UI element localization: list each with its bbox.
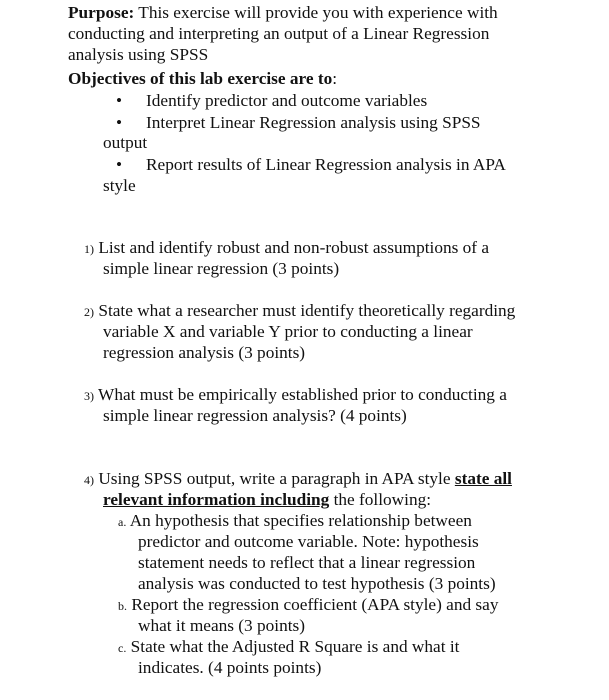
subitem-c-letter: c. — [118, 641, 127, 655]
subitem-a-line-3: statement needs to reflect that a linear regression — [138, 553, 476, 572]
purpose-text-1: This exercise will provide you with experience with — [134, 3, 498, 22]
subitem-b — [118, 594, 498, 617]
question-2-line-1: State what a researcher must identify theoretically regarding — [98, 301, 516, 320]
subitem-b-line-1: Report the regression coefficient (APA style) and say — [131, 595, 499, 614]
question-3-number: 3) — [84, 389, 94, 403]
question-1-number: 1) — [84, 242, 94, 256]
bullet-icon: • — [116, 113, 123, 132]
question-2-line-2: variable X and variable Y prior to conducting a linear — [103, 322, 473, 341]
subitem-a-line-4: analysis was conducted to test hypothesis (3 points) — [138, 574, 496, 593]
bullet-icon: • — [116, 91, 123, 110]
question-1-line-2: simple linear regression (3 points) — [103, 259, 340, 278]
subitem-a-line-1: An hypothesis that specifies relationship between — [129, 511, 472, 530]
question-3 — [84, 384, 507, 407]
purpose-line-3: analysis using SPSS — [68, 45, 209, 64]
question-1 — [84, 237, 489, 260]
question-2 — [84, 300, 515, 323]
subitem-c — [118, 636, 459, 659]
question-4-line-2 — [103, 489, 431, 510]
question-2-number: 2) — [84, 305, 94, 319]
subitem-a-line-2: predictor and outcome variable. Note: hypothesis — [138, 532, 479, 551]
question-4-emphasis-2: relevant information including — [103, 490, 330, 509]
question-3-line-1: What must be empirically established prior to conducting a — [98, 385, 507, 404]
question-1-line-1: List and identify robust and non-robust assumptions of a — [98, 238, 490, 257]
subitem-a — [118, 510, 472, 533]
question-4-line-1: Using SPSS output, write a paragraph in APA style — [98, 469, 455, 488]
objective-item-2: Interpret Linear Regression analysis using SPSS — [146, 113, 481, 132]
objective-item-3-wrap: style — [103, 176, 136, 195]
subitem-b-letter: b. — [118, 599, 127, 613]
objectives-heading-colon: : — [332, 69, 338, 88]
objective-item-1: Identify predictor and outcome variables — [146, 91, 428, 110]
objective-item-2-wrap: output — [103, 133, 148, 152]
question-4 — [84, 468, 512, 491]
subitem-c-line-1: State what the Adjusted R Square is and what it — [130, 637, 460, 656]
bullet-icon: • — [116, 155, 123, 174]
objective-item-3: Report results of Linear Regression analysis in APA — [146, 155, 506, 174]
subitem-b-line-2: what it means (3 points) — [138, 616, 306, 635]
purpose-line-1 — [68, 2, 498, 23]
question-2-line-3: regression analysis (3 points) — [103, 343, 306, 362]
subitem-a-letter: a. — [118, 515, 127, 529]
question-4-number: 4) — [84, 473, 94, 487]
subitem-c-line-2: indicates. (4 points points) — [138, 658, 322, 677]
question-4-emphasis-1: state all — [454, 469, 512, 488]
purpose-line-2: conducting and interpreting an output of a Linear Regression — [68, 24, 490, 43]
question-4-line-2-text: the following: — [329, 490, 432, 509]
objectives-heading-text: Objectives of this lab exercise are to — [68, 69, 333, 88]
purpose-label: Purpose: — [68, 3, 135, 22]
question-3-line-2: simple linear regression analysis? (4 points) — [103, 406, 407, 425]
objectives-heading — [68, 68, 337, 89]
